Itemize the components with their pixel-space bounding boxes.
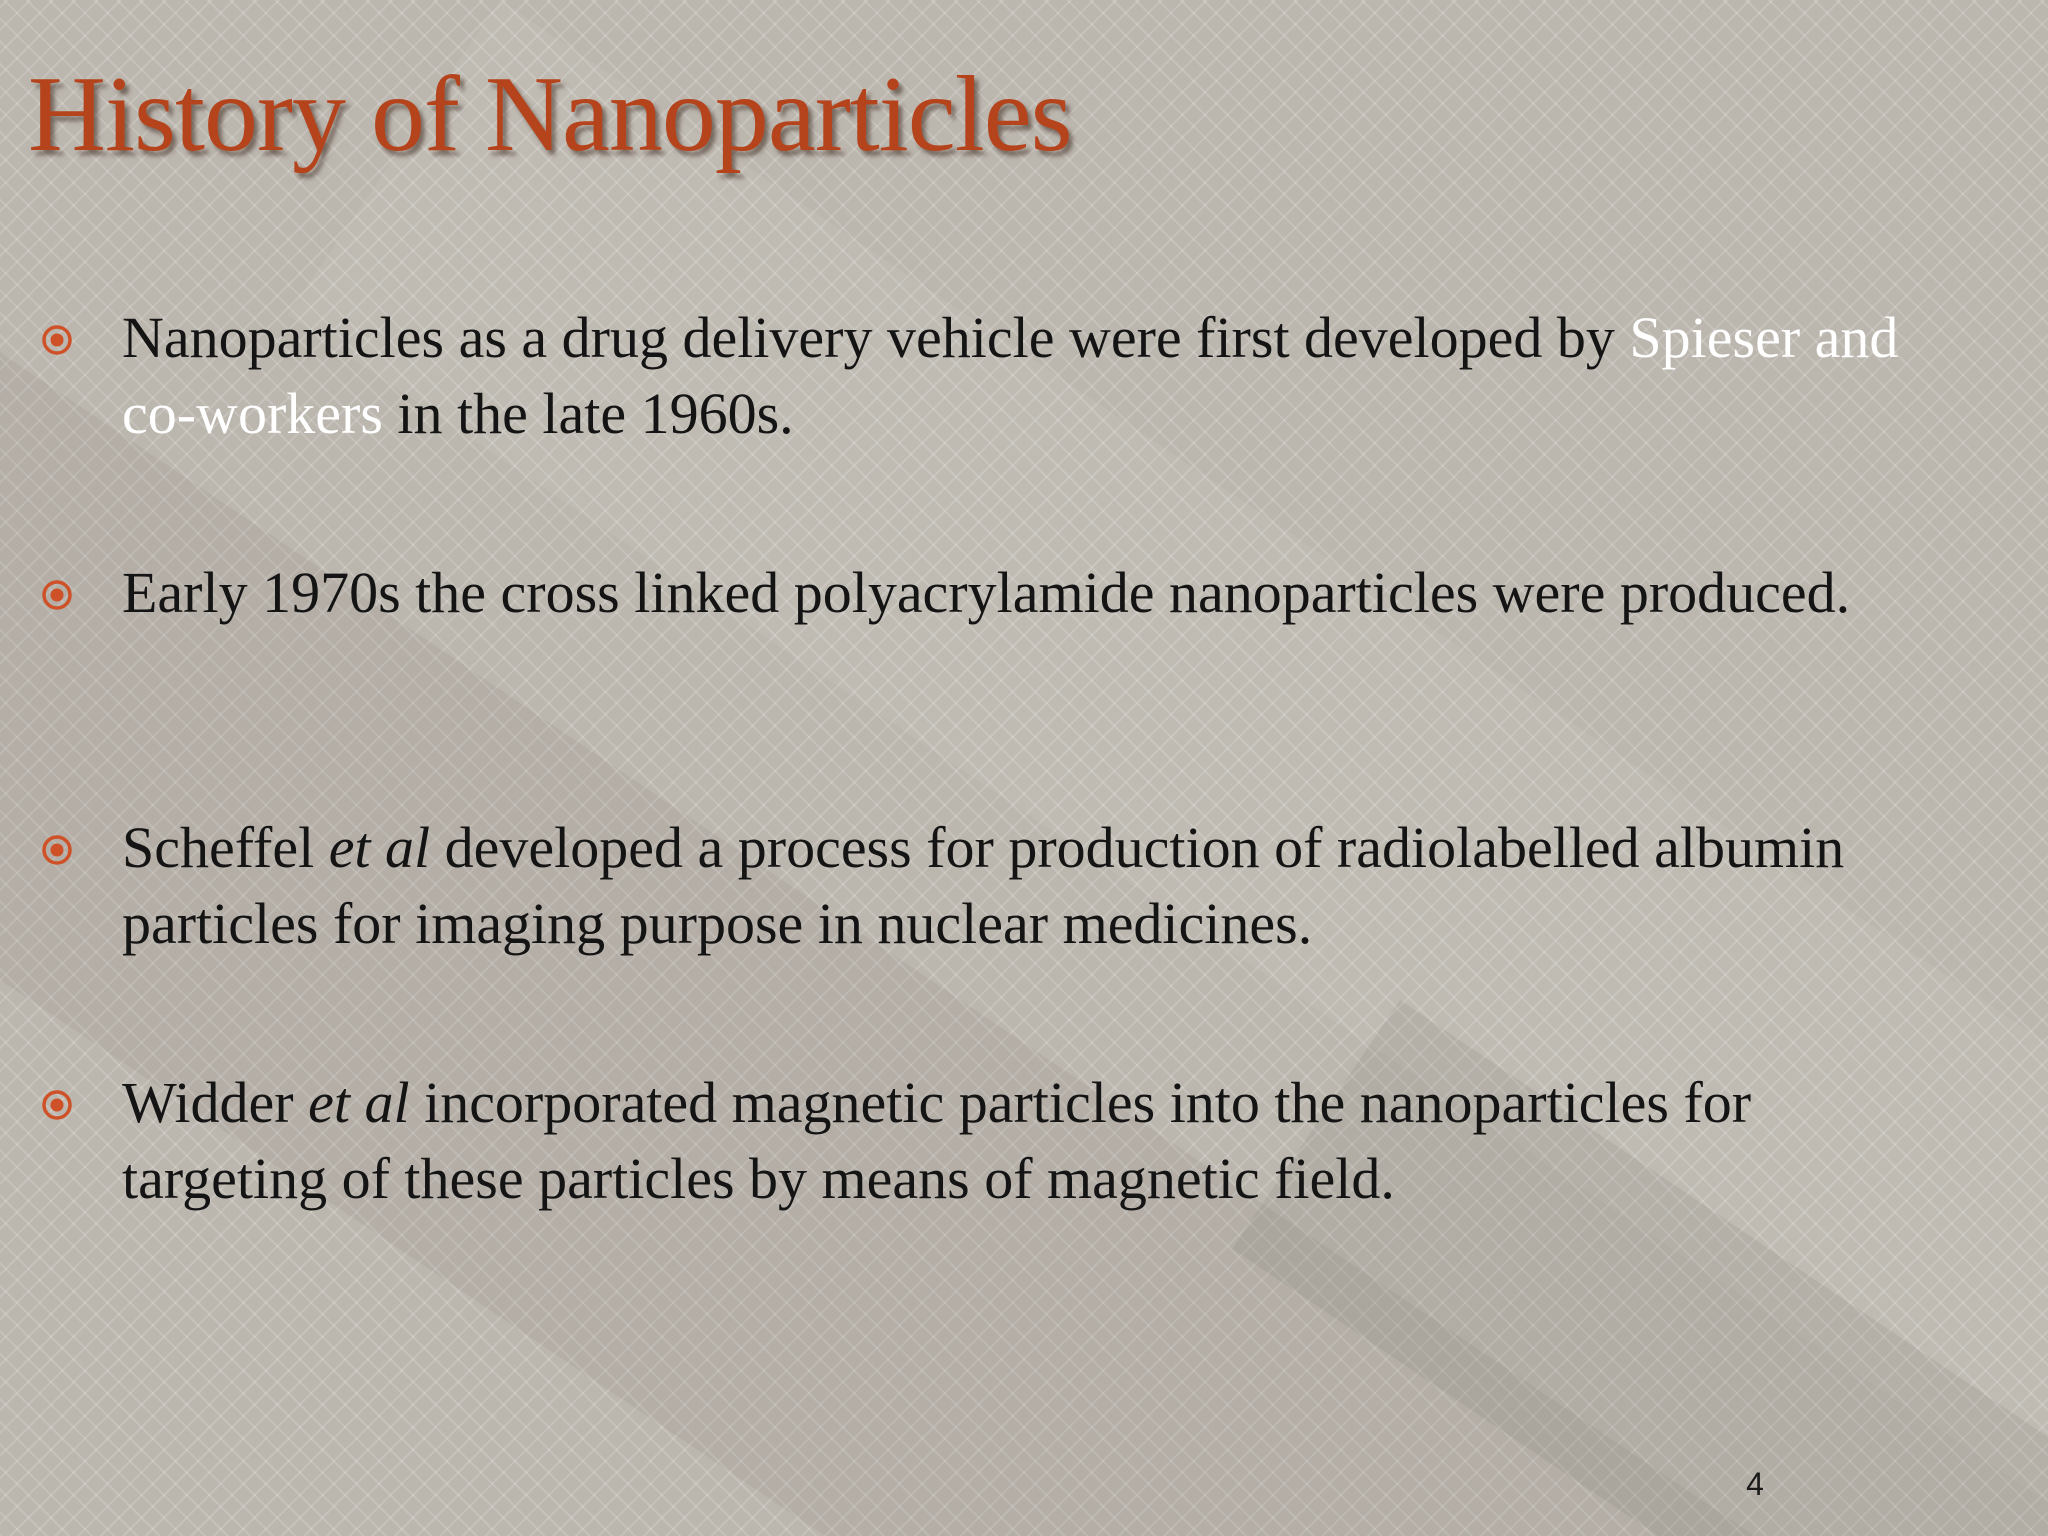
bullet-item bbox=[0, 810, 1950, 970]
bullet-text-part: Scheffel bbox=[122, 815, 329, 880]
page-number: 4 bbox=[1746, 1466, 1764, 1502]
circled-dot-bullet-icon bbox=[40, 833, 74, 867]
bullet-item bbox=[0, 1065, 1950, 1225]
bullet-text-part: Widder bbox=[122, 1070, 309, 1135]
bullet-text-part: Nanoparticles as a drug delivery vehicle were first developed by bbox=[122, 305, 1630, 370]
bullet-text bbox=[122, 810, 1922, 962]
bullet-text bbox=[122, 1065, 1922, 1217]
highlighted-authors: Spieser and co-workers bbox=[122, 305, 1899, 446]
bullet-text: Early 1970s the cross linked polyacrylamide nanoparticles were produced. bbox=[122, 560, 1851, 625]
slide-title: History of Nanoparticles bbox=[28, 55, 1072, 174]
circled-dot-bullet-icon bbox=[40, 323, 74, 357]
bullet-item bbox=[0, 555, 1950, 715]
bullet-text-part: developed a process for production of radiolabelled albumin particles for imaging purpose in nuclear medicines. bbox=[122, 815, 1845, 956]
italic-citation: et al bbox=[328, 815, 431, 880]
circled-dot-bullet-icon bbox=[40, 1088, 74, 1122]
bullet-text bbox=[122, 300, 1922, 452]
bullet-text-part: incorporated magnetic particles into the nanoparticles for targeting of these particles by means of magnetic field. bbox=[122, 1070, 1752, 1211]
background-band bbox=[288, 0, 2048, 1536]
italic-citation: et al bbox=[308, 1070, 410, 1135]
bullet-item bbox=[0, 300, 1950, 460]
bullet-text-part: in the late 1960s. bbox=[382, 381, 794, 446]
circled-dot-bullet-icon bbox=[40, 578, 74, 612]
